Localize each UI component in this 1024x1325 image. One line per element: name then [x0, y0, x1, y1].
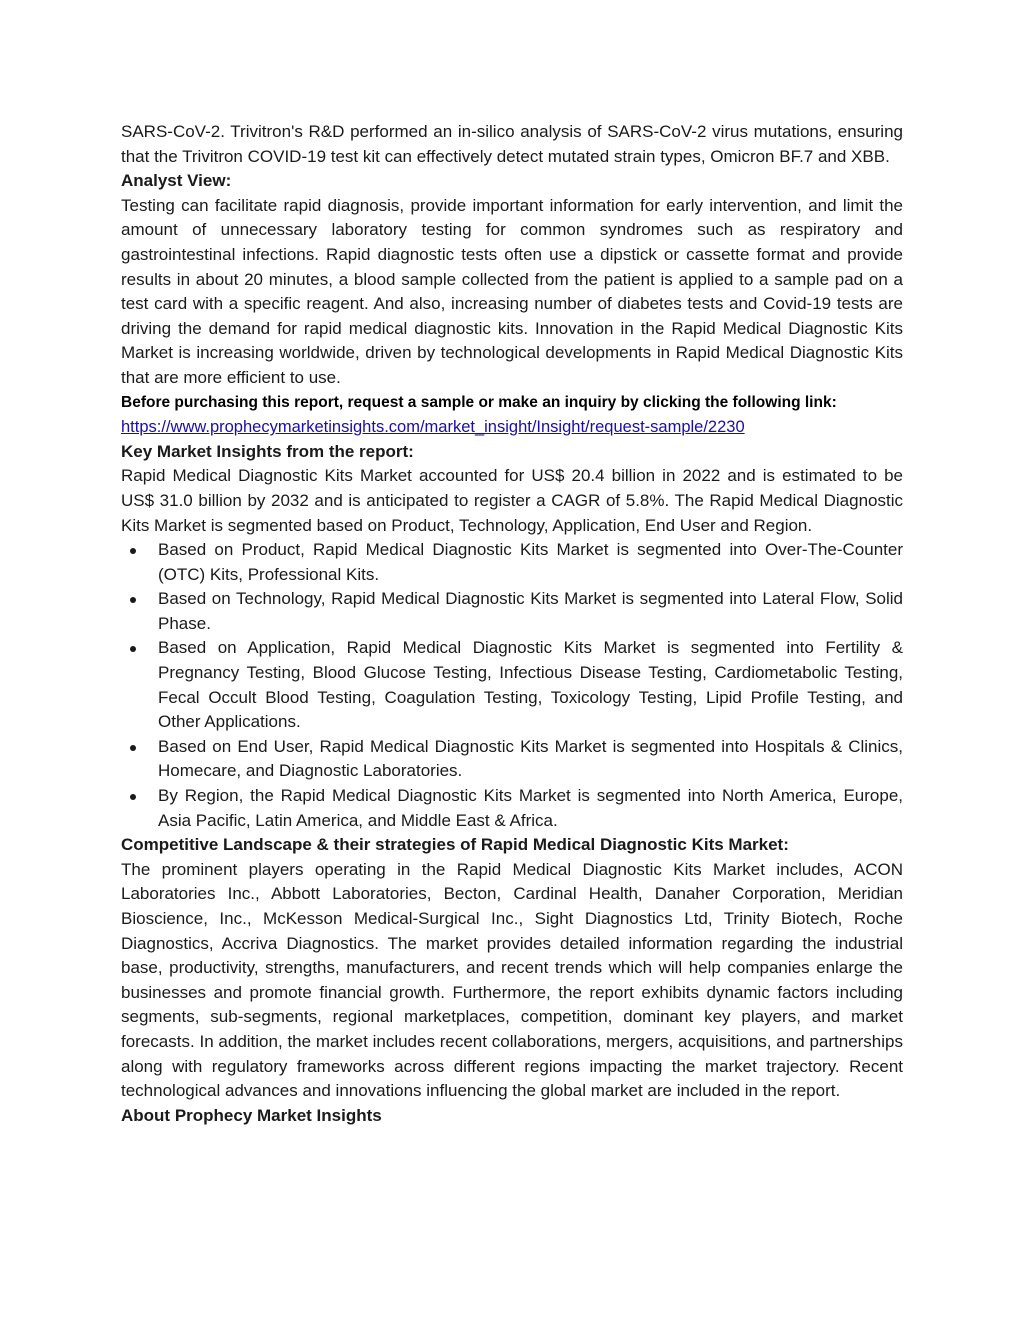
- bullet-icon: [130, 646, 136, 652]
- document-page: [121, 120, 903, 1128]
- about-heading: About Prophecy Market Insights: [121, 1105, 382, 1125]
- list-item: Based on Product, Rapid Medical Diagnostic Kits Market is segmented into Over-The-Counter (OTC) Kits, Professional Kits.: [121, 538, 903, 587]
- intro-continuation: SARS-CoV-2. Trivitron's R&D performed an in-silico analysis of SARS-CoV-2 virus mutations, ensuring that the Trivitron COVID-19 test kit can effectively detect mutated strain types, Omicron BF.7 and XBB.: [121, 122, 903, 166]
- sample-request-link[interactable]: https://www.prophecymarketinsights.com/market_insight/Insight/request-sample/2230: [121, 418, 745, 437]
- sample-request-text: Before purchasing this report, request a sample or make an inquiry by clicking the following link:: [121, 393, 837, 411]
- key-insights-body: Rapid Medical Diagnostic Kits Market accounted for US$ 20.4 billion in 2022 and is estimated to be US$ 31.0 billion by 2032 and is anticipated to register a CAGR of 5.8%. The Rapid Medical Diagnostic Kits Market is segmented based on Product, Technology, Application, End User and Region.: [121, 466, 903, 535]
- analyst-view-heading: Analyst View:: [121, 171, 232, 191]
- bullet-icon: [130, 597, 136, 603]
- competitive-heading: Competitive Landscape & their strategies of Rapid Medical Diagnostic Kits Market:: [121, 835, 789, 855]
- list-item: Based on Application, Rapid Medical Diagnostic Kits Market is segmented into Fertility & Pregnancy Testing, Blood Glucose Testing, Infectious Disease Testing, Cardiometabolic Testing, Fecal Occult Blood Testing, Coagulation Testing, Toxicology Testing, Lipid Profile Testing, and Other Applications.: [121, 636, 903, 734]
- analyst-view-body: Testing can facilitate rapid diagnosis, provide important information for early intervention, and limit the amount of unnecessary laboratory testing for common syndromes such as respiratory and gastrointestinal infections. Rapid diagnostic tests often use a dipstick or cassette format and provide results in about 20 minutes, a blood sample collected from the patient is applied to a sample pad on a test card with a specific reagent. And also, increasing number of diabetes tests and Covid-19 tests are driving the demand for rapid medical diagnostic kits. Innovation in the Rapid Medical Diagnostic Kits Market is increasing worldwide, driven by technological developments in Rapid Medical Diagnostic Kits that are more efficient to use.: [121, 195, 903, 387]
- bullet-icon: [130, 745, 136, 751]
- bullet-icon: [130, 794, 136, 800]
- segment-list: [121, 538, 903, 833]
- competitive-body: The prominent players operating in the Rapid Medical Diagnostic Kits Market includes, ACON Laboratories Inc., Abbott Laboratories, Becton, Cardinal Health, Danaher Corporation, Meridian Bioscience, Inc., McKesson Medical-Surgical Inc., Sight Diagnostics Ltd, Trinity Biotech, Roche Diagnostics, Accriva Diagnostics. The market provides detailed information regarding the industrial base, productivity, strengths, manufacturers, and recent trends which will help companies enlarge the businesses and promote financial growth. Furthermore, the report exhibits dynamic factors including segments, sub-segments, regional marketplaces, competition, dominant key players, and market forecasts. In addition, the market includes recent collaborations, mergers, acquisitions, and partnerships along with regulatory frameworks across different regions impacting the market trajectory. Recent technological advances and innovations influencing the global market are included in the report.: [121, 859, 903, 1101]
- list-item: By Region, the Rapid Medical Diagnostic Kits Market is segmented into North America, Europe, Asia Pacific, Latin America, and Middle East & Africa.: [121, 784, 903, 833]
- bullet-icon: [130, 548, 136, 554]
- list-item: Based on Technology, Rapid Medical Diagnostic Kits Market is segmented into Lateral Flow, Solid Phase.: [121, 587, 903, 636]
- key-insights-heading: Key Market Insights from the report:: [121, 441, 414, 461]
- list-item: Based on End User, Rapid Medical Diagnostic Kits Market is segmented into Hospitals & Clinics, Homecare, and Diagnostic Laboratories.: [121, 735, 903, 784]
